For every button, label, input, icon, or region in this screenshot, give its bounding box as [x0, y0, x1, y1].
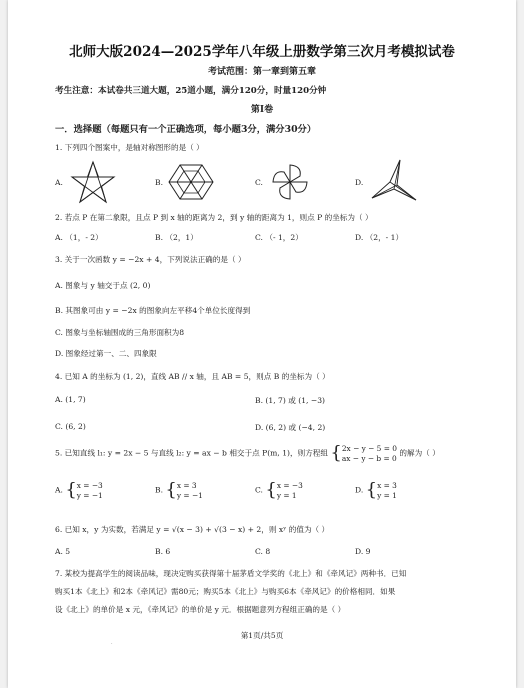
question-3-option-c: C. 图象与坐标轴围成的三角形面积为8	[55, 328, 185, 337]
option-label: D.	[355, 485, 364, 495]
question-1-option-d: D.	[355, 178, 364, 187]
question-3-option-b: B. 其图象可由 y = −2x 的图象向左平移4个单位长度得到	[55, 306, 251, 315]
system-brace: {	[265, 479, 277, 501]
question-5-option-a	[55, 481, 103, 500]
system-brace: {	[330, 442, 342, 464]
page-footer: 第1页/共5页	[240, 631, 284, 640]
section-heading: 一．选择题（每题只有一个正确选项，每小题3分，满分30分）	[55, 124, 317, 135]
document-page	[8, 0, 516, 688]
question-5-stem	[55, 444, 440, 463]
three-point-star-icon	[370, 158, 418, 204]
question-7-line-1: 7. 某校为提高学生的阅读品味，现决定购买获得第十届茅盾文学奖的《北上》和《牵风记》两种书．已知	[55, 569, 407, 578]
equation-system	[342, 444, 397, 463]
question-2-option-b: B. （2，1）	[155, 233, 198, 242]
system-brace: {	[165, 479, 177, 501]
star-icon	[70, 160, 116, 204]
solution-y: y = 1	[276, 490, 297, 500]
question-5-option-c	[255, 481, 303, 500]
question-6-option-a: A. 5	[55, 547, 71, 556]
question-6-option-c: C. 8	[255, 547, 271, 556]
question-7-line-2: 购买1本《北上》和2本《牵风记》需80元；购买5本《北上》与购买6本《牵风记》的价格相同．如果	[55, 587, 396, 596]
option-label: B.	[155, 485, 163, 495]
question-3-option-a: A. 图象与 y 轴交于点 (2, 0)	[55, 281, 151, 290]
question-4-stem: 4. 已知 A 的坐标为 (1, 2)，直线 AB // x 轴，且 AB = 5，则点 B 的坐标为（ ）	[55, 372, 330, 381]
option-label: A.	[55, 485, 63, 495]
triangle-knot-icon	[168, 162, 214, 202]
solution-system	[177, 481, 203, 500]
question-2-option-c: C. （- 1，2）	[255, 233, 303, 242]
exam-notice: 考生注意：本试卷共三道大题，25道小题，满分120分，时量120分钟	[55, 86, 327, 96]
question-5-option-d	[355, 481, 397, 500]
question-1-stem: 1. 下列四个图案中，是轴对称图形的是（ ）	[55, 143, 204, 152]
question-7-line-3: 设《北上》的单价是 x 元，《牵风记》的单价是 y 元．根据题意列方程组正确的是（ ）	[55, 605, 346, 614]
option-label: C.	[255, 485, 263, 495]
pinwheel-icon	[270, 162, 310, 202]
solution-y: y = 1	[377, 490, 397, 500]
question-3-stem: 3. 关于一次函数 y = −2x + 4，下列说法正确的是（ ）	[55, 255, 246, 264]
solution-y: y = −1	[176, 490, 203, 500]
question-4-option-c: C. (6, 2)	[55, 422, 86, 431]
question-2-option-a: A. （1，- 2）	[55, 233, 103, 242]
solution-x: x = −3	[76, 481, 103, 490]
question-1-option-c: C.	[255, 178, 263, 187]
question-2-option-d: D. （2，- 1）	[355, 233, 404, 242]
question-1-option-b: B.	[155, 178, 163, 187]
question-1-option-a: A.	[55, 178, 63, 187]
question-5-option-b	[155, 481, 203, 500]
question-6-option-d: D. 9	[355, 547, 371, 556]
question-4-option-b: B. (1, 7) 或 (1, −3)	[255, 396, 326, 405]
question-6-stem: 6. 已知 x，y 为实数，若满足 y = √(x − 3) + √(3 − x) + 2，则 xʸ 的值为（ ）	[55, 525, 330, 534]
system-brace: {	[365, 479, 378, 501]
question-3-option-d: D. 图象经过第一、二、四象限	[55, 349, 157, 358]
question-5-stem-end: 的解为（ ）	[399, 448, 440, 458]
volume-heading: 第Ⅰ卷	[250, 105, 274, 115]
system-brace: {	[65, 479, 77, 501]
solution-x: x = 3	[377, 481, 397, 490]
solution-system	[77, 481, 103, 500]
question-5-stem-start: 5. 已知直线 l₁: y = 2x − 5 与直线 l₂: y = ax − b 相交于点 P(m, 1)，则方程组	[55, 448, 328, 458]
page-title: 北师大版2024—2025学年八年级上册数学第三次月考模拟试卷	[69, 44, 455, 60]
solution-system	[277, 481, 303, 500]
question-4-option-d: D. (6, 2) 或 (−4, 2)	[255, 423, 326, 432]
equation-2: ax − y − b = 0	[341, 453, 397, 463]
solution-system	[377, 481, 397, 500]
exam-scope: 考试范围：第一章到第五章	[207, 67, 316, 77]
question-4-option-a: A. (1, 7)	[55, 395, 86, 404]
solution-x: x = 3	[176, 481, 197, 490]
stray-dot: ·	[111, 641, 113, 647]
question-2-stem: 2. 若点 P 在第二象限，且点 P 到 x 轴的距离为 2，到 y 轴的距离为 1，则点 P 的坐标为（ ）	[55, 213, 373, 222]
question-6-option-b: B. 6	[155, 547, 171, 556]
equation-1: 2x − y − 5 = 0	[341, 444, 397, 453]
solution-x: x = −3	[276, 481, 303, 490]
solution-y: y = −1	[76, 490, 103, 500]
